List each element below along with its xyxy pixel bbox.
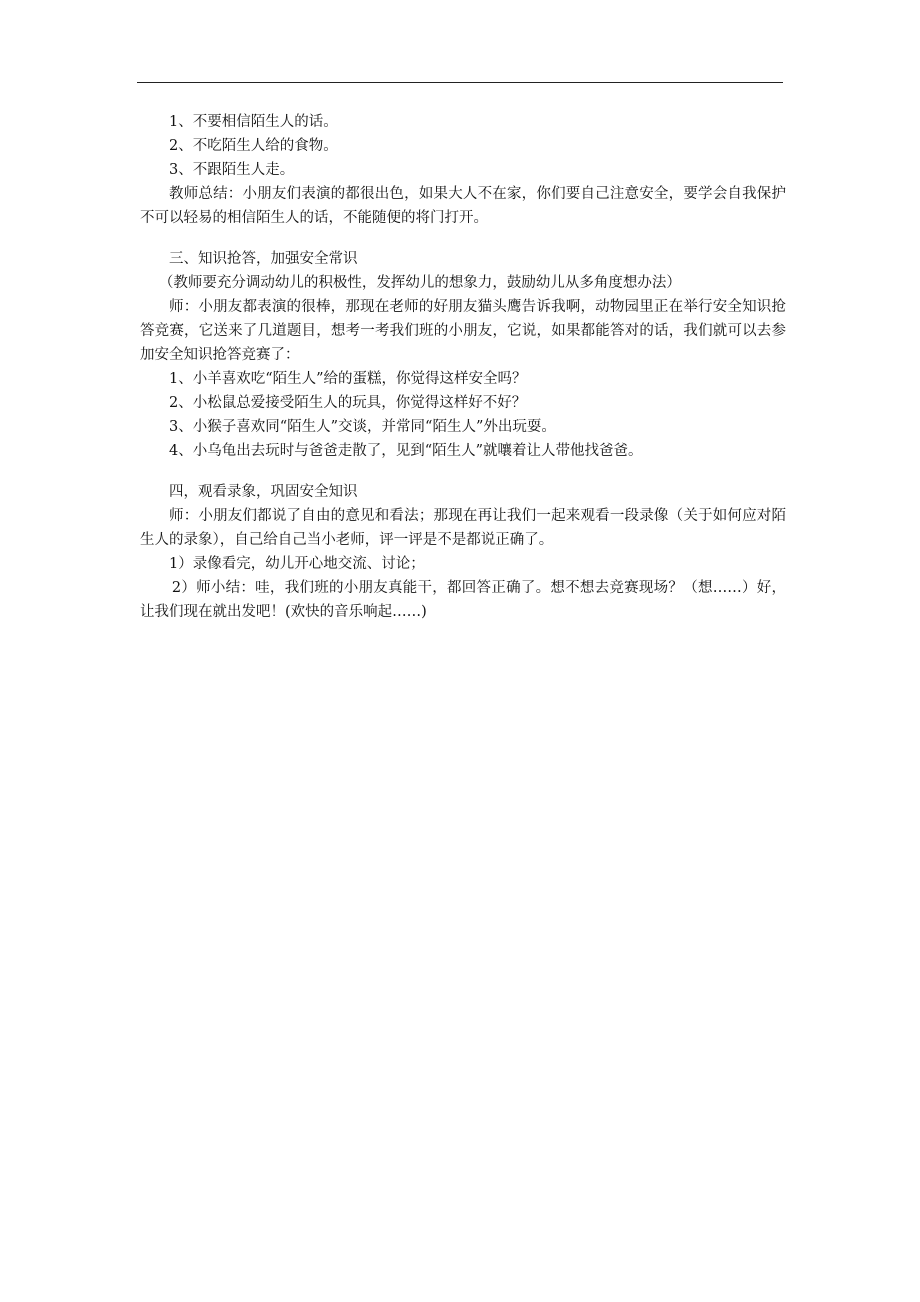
- section-heading-four: 四，观看录象，巩固安全知识: [169, 484, 358, 500]
- rule-item-1: 1、不要相信陌生人的话。: [169, 114, 338, 130]
- paragraph-gap: [140, 230, 786, 247]
- question-item-4: 4、小乌龟出去玩时与爸爸走散了，见到“陌生人”就嚷着让人带他找爸爸。: [169, 443, 643, 459]
- rule-item-3: 3、不跟陌生人走。: [169, 162, 295, 178]
- question-item-2: 2、小松鼠总爱接受陌生人的玩具，你觉得这样好不好？: [169, 395, 527, 411]
- section-three-teacher-speech: 师：小朋友都表演的很棒，那现在老师的好朋友猫头鹰告诉我啊，动物园里正在举行安全知识抢答竞赛，它送来了几道题目，想考一考我们班的小朋友，它说，如果都能答对的话，我们就可以去参加安全知识抢答竞赛了：: [140, 299, 786, 363]
- header-rule: [137, 82, 783, 83]
- document-body: [140, 110, 786, 624]
- teacher-summary: 教师总结：小朋友们表演的都很出色，如果大人不在家，你们要自己注意安全，要学会自我保护不可以轻易的相信陌生人的话，不能随便的将门打开。: [140, 186, 786, 226]
- question-item-3: 3、小猴子喜欢同“陌生人”交谈，并常同“陌生人”外出玩耍。: [169, 419, 556, 435]
- section-four-teacher-speech: 师：小朋友们都说了自由的意见和看法；那现在再让我们一起来观看一段录像（关于如何应对陌生人的录象），自己给自己当小老师，评一评是不是都说正确了。: [140, 508, 786, 548]
- section-heading-three: 三、知识抢答，加强安全常识: [169, 251, 358, 267]
- paragraph-gap: [140, 463, 786, 480]
- rule-item-2: 2、不吃陌生人给的食物。: [169, 138, 338, 154]
- section-three-note: （教师要充分调动幼儿的积极性，发挥幼儿的想象力，鼓励幼儿从多角度想办法）: [158, 275, 681, 291]
- section-four-step-1: 1）录像看完，幼儿开心地交流、讨论；: [169, 556, 425, 572]
- question-item-1: 1、小羊喜欢吃“陌生人”给的蛋糕，你觉得这样安全吗？: [169, 371, 527, 387]
- section-four-step-2: 2）师小结：哇，我们班的小朋友真能干，都回答正确了。想不想去竞赛现场？（想……）好，让我们现在就出发吧！(欢快的音乐响起……): [140, 580, 786, 620]
